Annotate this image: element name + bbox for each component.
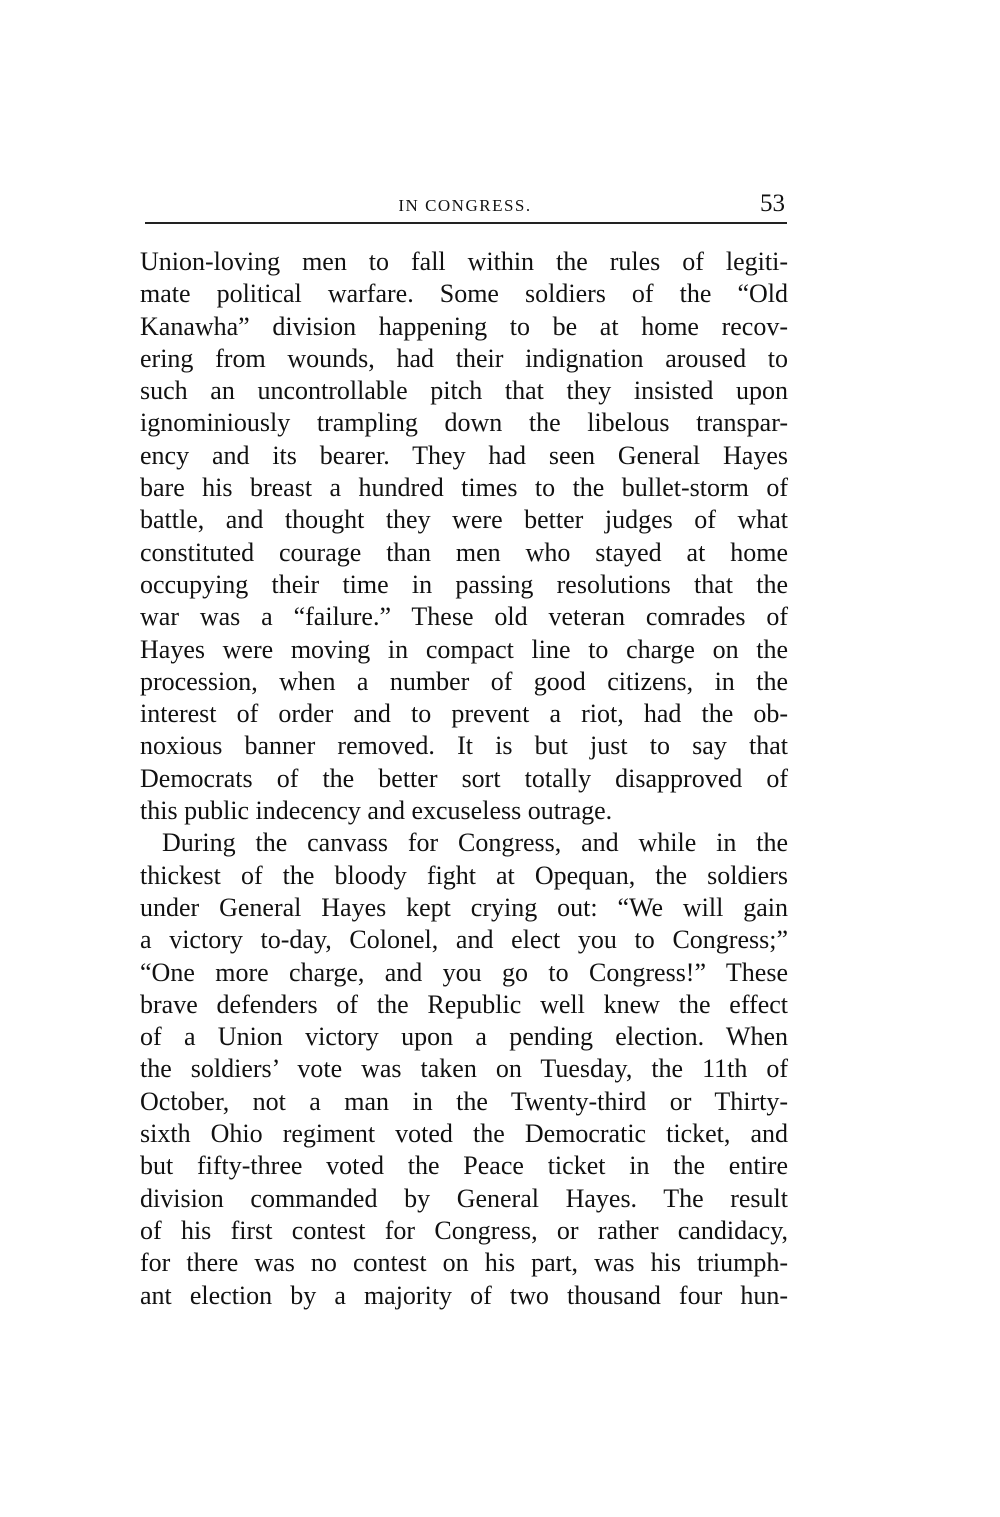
- text-line: Democrats of the better sort totally disapproved of: [140, 763, 788, 793]
- text-line: Union-loving men to fall within the rules of legiti-: [140, 247, 788, 276]
- running-head-title: IN CONGRESS.: [398, 196, 532, 215]
- text-line: interest of order and to prevent a riot, had the ob-: [140, 699, 788, 729]
- text-line: a victory to-day, Colonel, and elect you to Congress;”: [140, 925, 788, 955]
- text-line: ering from wounds, had their indignation aroused to: [140, 343, 788, 373]
- text-line: noxious banner removed. It is but just to say that: [140, 731, 788, 761]
- text-line: thickest of the bloody fight at Opequan, the soldiers: [140, 860, 788, 890]
- text-line: procession, when a number of good citizens, in the: [140, 666, 788, 696]
- text-line: mate political warfare. Some soldiers of the “Old: [140, 279, 788, 309]
- page-number: 53: [760, 190, 785, 217]
- text-line: “One more charge, and you go to Congress!” These: [140, 957, 788, 987]
- text-line: under General Hayes kept crying out: “We will gain: [140, 892, 788, 922]
- text-line: ency and its bearer. They had seen General Hayes: [140, 440, 788, 470]
- text-line: Kanawha” division happening to be at home recov-: [140, 311, 788, 341]
- header-rule: [145, 222, 787, 224]
- text-line: of his first contest for Congress, or rather candidacy,: [140, 1215, 788, 1245]
- text-line: sixth Ohio regiment voted the Democratic ticket, and: [140, 1119, 788, 1149]
- text-line: constituted courage than men who stayed at home: [140, 537, 788, 567]
- text-line: Hayes were moving in compact line to charge on the: [140, 634, 788, 664]
- text-line: October, not a man in the Twenty-third or Thirty-: [140, 1086, 788, 1116]
- text-line: but fifty-three voted the Peace ticket in the entire: [140, 1151, 788, 1181]
- text-line: ant election by a majority of two thousand four hun-: [140, 1280, 788, 1310]
- text-line: such an uncontrollable pitch that they insisted upon: [140, 376, 788, 406]
- text-line: this public indecency and excuseless outrage.: [140, 796, 613, 826]
- text-line: During the canvass for Congress, and while in the: [162, 828, 788, 858]
- text-line: division commanded by General Hayes. The result: [140, 1183, 788, 1213]
- text-line: occupying their time in passing resolutions that the: [140, 569, 788, 599]
- text-line: brave defenders of the Republic well knew the effect: [140, 989, 788, 1019]
- text-line: for there was no contest on his part, was his triumph-: [140, 1248, 788, 1278]
- text-line: of a Union victory upon a pending election. When: [140, 1022, 788, 1052]
- text-line: bare his breast a hundred times to the bullet-storm of: [140, 473, 788, 503]
- page-body: [140, 246, 788, 1312]
- text-line: battle, and thought they were better judges of what: [140, 505, 788, 535]
- text-line: ignominiously trampling down the libelous transpar-: [140, 408, 788, 438]
- running-head: [145, 190, 785, 220]
- text-line: the soldiers’ vote was taken on Tuesday, the 11th of: [140, 1054, 788, 1084]
- text-line: war was a “failure.” These old veteran comrades of: [140, 602, 788, 632]
